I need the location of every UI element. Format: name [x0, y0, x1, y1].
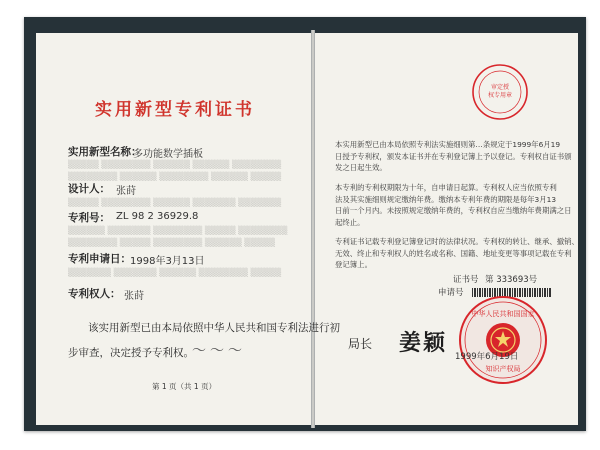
- paragraph-line: 本实用新型已由本局依照专利法实施细则第…条规定于1999年6月19: [335, 140, 561, 149]
- validity-paragraph-3: [335, 236, 579, 271]
- faint-background-text: ▒▒▒▒▒ ▒▒▒▒▒▒▒▒ ▒▒▒▒▒▒ ▒▒▒▒▒▒▒ ▒▒▒▒▒▒▒: [68, 198, 282, 207]
- faint-background-text: ▒▒▒▒▒▒ ▒▒▒▒▒▒▒ ▒▒▒▒▒▒▒▒ ▒▒▒▒▒ ▒▒▒▒▒▒▒▒: [68, 226, 288, 235]
- center-fold: [311, 30, 315, 428]
- faint-signature: 〜〜〜: [192, 343, 246, 359]
- director-signature: 姜颖: [399, 330, 448, 356]
- faint-background-text: ▒▒▒▒▒▒▒▒ ▒▒▒▒▒ ▒▒▒▒▒▒▒▒ ▒▒▒▒▒▒ ▒▒▒▒▒: [68, 238, 276, 247]
- utility-name-label: 实用新型名称：: [68, 146, 142, 158]
- page-number: 第 1 页（共 1 页）: [152, 382, 217, 391]
- top-seal-stamp: [470, 62, 530, 122]
- svg-text:审定授: 审定授: [490, 84, 510, 91]
- utility-name-value: 多功能数学插板: [133, 149, 203, 160]
- svg-text:知识产权局: 知识产权局: [485, 365, 521, 373]
- faint-background-text: ▒▒▒▒▒ ▒▒▒▒▒▒▒▒ ▒▒▒▒▒▒ ▒▒▒▒▒▒ ▒▒▒▒▒▒▒▒: [68, 160, 282, 169]
- certificate-number-label: 证书号: [453, 275, 479, 285]
- validity-paragraph-2: [335, 182, 572, 228]
- paragraph-line: 无效、终止和专利权人的姓名或名称、国籍、地址变更等事项记载在专利: [335, 248, 572, 258]
- paragraph-line: 专利证书记载专利登记簿登记时的法律状况。专利权的转让、继承、撤销、: [335, 237, 579, 246]
- paragraph-line: 法及其实施细则规定缴纳年费。缴纳本专利年费的期限是每年3月13: [335, 194, 557, 204]
- svg-text:权专用章: 权专用章: [487, 92, 513, 99]
- patentee-label: 专利权人：: [68, 288, 121, 300]
- register-label: 申请号: [438, 288, 464, 298]
- filing-date-label: 专利申请日：: [68, 253, 131, 265]
- certificate-title: 实用新型专利证书: [95, 100, 255, 120]
- validity-paragraph-1: [335, 139, 572, 174]
- certificate-number-value: 第 333693号: [485, 275, 538, 285]
- designer-value: 张莳: [116, 186, 136, 197]
- faint-background-text: ▒▒▒▒▒▒▒▒ ▒▒▒▒▒▒ ▒▒▒▒▒▒▒▒ ▒▒▒▒▒▒ ▒▒▒▒▒: [68, 172, 282, 181]
- paragraph-line: 起终止。: [335, 217, 365, 227]
- national-emblem-seal: [457, 294, 549, 386]
- paragraph-line: 登记簿上。: [335, 260, 372, 269]
- svg-text:中华人民共和国国家: 中华人民共和国国家: [471, 310, 535, 318]
- designer-label: 设计人：: [68, 183, 110, 195]
- patentee-value: 张莳: [124, 291, 144, 302]
- patent-number-value: ZL 98 2 36929.8: [116, 211, 199, 222]
- issue-date: 1999年6月19日: [455, 352, 519, 362]
- patent-number-label: 专利号：: [68, 212, 110, 224]
- paragraph-line: 日前一个月内。未按照规定缴纳年费的，专利权自应当缴纳年费期满之日: [335, 206, 572, 215]
- paragraph-line: 发之日起生效。: [335, 163, 387, 172]
- paragraph-line: 本专利的专利权期限为十年，自申请日起算。专利权人应当依照专利: [335, 183, 557, 192]
- certificate-statement-line2: 步审查，决定授予专利权。: [68, 347, 194, 359]
- faint-background-text: ▒▒▒▒▒▒▒ ▒▒▒▒▒▒▒ ▒▒▒▒▒▒ ▒▒▒▒▒▒▒▒ ▒▒▒▒▒: [68, 268, 282, 277]
- certificate-statement-line1: 该实用新型已由本局依照中华人民共和国专利法进行初: [88, 322, 340, 334]
- director-label: 局长: [348, 337, 373, 351]
- filing-date-value: 1998年3月13日: [130, 256, 205, 267]
- paragraph-line: 日授予专利权，颁发本证书并在专利登记簿上予以登记。专利权自证书颁: [335, 151, 572, 161]
